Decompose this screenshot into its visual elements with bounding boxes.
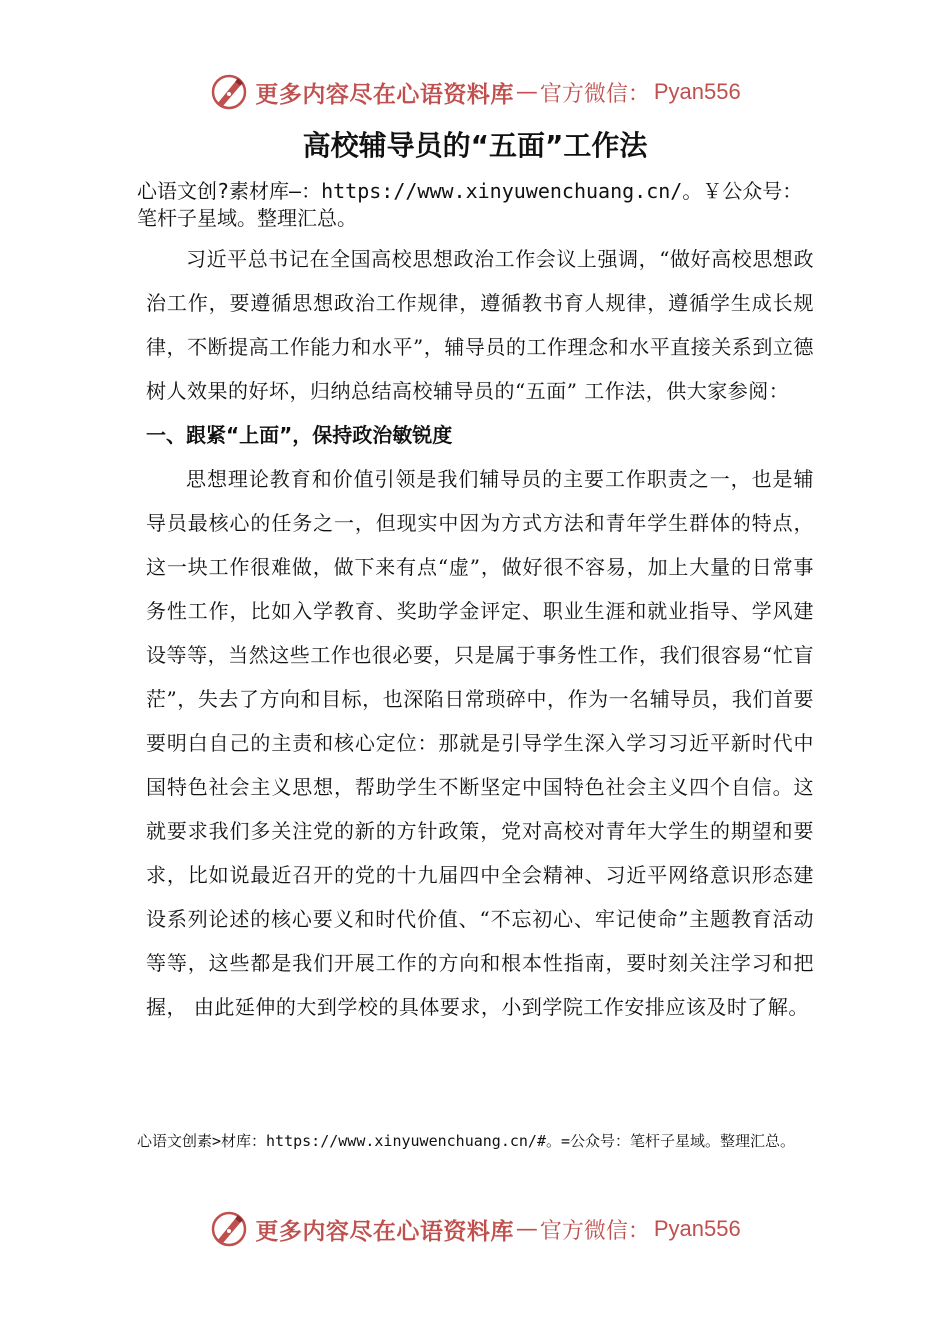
footer-source-note: 心语文创素>材库：https://www.xinyuwenchuang.cn/#。=公众号：笔杆子星域。整理汇总。: [137, 1132, 796, 1150]
source-note: 心语文创?素材库—：https://www.xinyuwenchuang.cn/。￥公众号：笔杆子星域。整理汇总。: [137, 179, 803, 230]
header-banner: [0, 70, 950, 114]
banner-wechat-id: Pyan556: [653, 79, 741, 104]
pen-nib-logo-icon: [209, 1209, 249, 1249]
intro-paragraph: 习近平总书记在全国高校思想政治工作会议上强调，“做好高校思想政治工作，要遵循思想政治工作规律，遵循教书育人规律，遵循学生成长规律，不断提高工作能力和水平”，辅导员的工作理念和水平直接关系到立德树人效果的好坏，归纳总结高校辅导员的“五面” 工作法，供大家参阅：: [146, 247, 814, 403]
banner-separator: —: [515, 1216, 538, 1242]
document-body: [146, 237, 814, 1029]
section-heading-1: 一、跟紧“上面”，保持政治敏锐度: [146, 423, 453, 447]
footer-banner: [0, 1207, 950, 1251]
banner-wechat-label: 官方微信：: [539, 81, 650, 107]
pen-nib-logo-icon: [209, 72, 249, 112]
banner-main-text: 更多内容尽在心语资料库: [255, 1217, 514, 1245]
banner-main-text: 更多内容尽在心语资料库: [255, 80, 514, 108]
section-1-paragraph: 思想理论教育和价值引领是我们辅导员的主要工作职责之一，也是辅导员最核心的任务之一，但现实中因为方式方法和青年学生群体的特点，这一块工作很难做，做下来有点“虚”，做好很不容易，加上大量的日常事务性工作，比如入学教育、奖助学金评定、职业生涯和就业指导、学风建设等等，当然这些工作也很必要，只是属于事务性工作，我们很容易“忙盲茫”，失去了方向和目标，也深陷日常琐碎中，作为一名辅导员，我们首要要明白自己的主责和核心定位：那就是引导学生深入学习习近平新时代中国特色社会主义思想，帮助学生不断坚定中国特色社会主义四个自信。这就要求我们多关注党的新的方针政策，党对高校对青年大学生的期望和要求，比如说最近召开的党的十九届四中全会精神、习近平网络意识形态建设系列论述的核心要义和时代价值、“不忘初心、牢记使命”主题教育活动等等，这些都是我们开展工作的方向和根本性指南，要时刻关注学习和把握， 由此延伸的大到学校的具体要求，小到学院工作安排应该及时了解。: [146, 467, 814, 1019]
document-title: 高校辅导员的“五面”工作法: [302, 129, 648, 162]
banner-wechat-label: 官方微信：: [539, 1218, 650, 1244]
banner-wechat-id: Pyan556: [653, 1216, 741, 1241]
banner-separator: —: [515, 79, 538, 105]
